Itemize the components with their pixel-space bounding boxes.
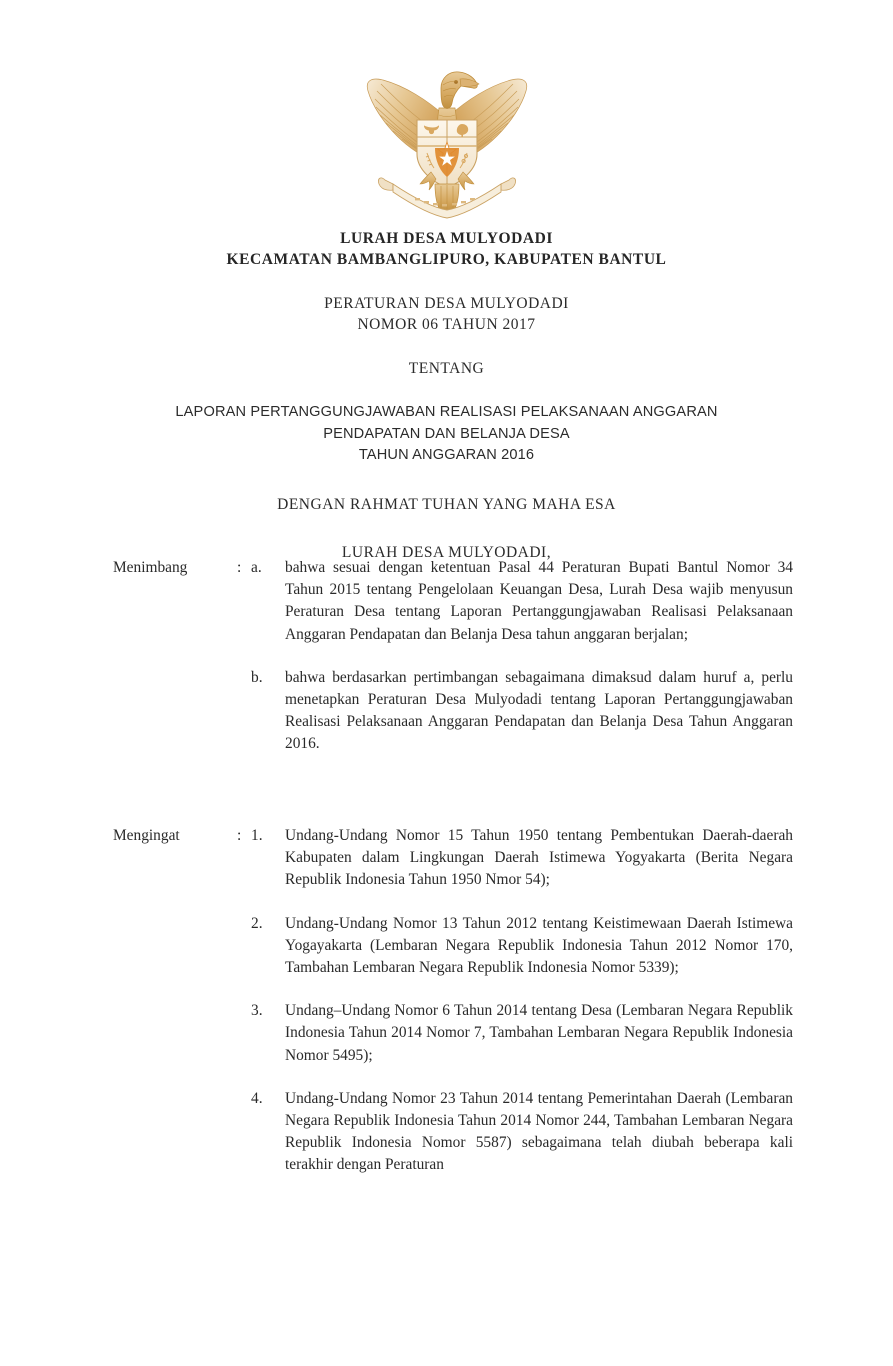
title-line-3: TAHUN ANGGARAN 2016 <box>358 447 535 463</box>
title-line-1: LAPORAN PERTANGGUNGJAWABAN REALISASI PELAKSANAAN ANGGARAN <box>175 404 718 420</box>
emblem-container <box>0 58 893 220</box>
mengingat-marker-2: 2. <box>251 914 263 932</box>
menimbang-text-b: bahwa berdasarkan pertimbangan sebagaimana dimaksud dalam huruf a, perlu menetapkan Peraturan Desa Mulyodadi tentang Laporan Pertanggungjawaban Realisasi Pelaksanaan Anggaran Pendapatan dan Belanja Desa Tahun Anggaran 2016. <box>285 668 793 753</box>
mengingat-item-1 <box>113 825 793 892</box>
menimbang-item-b <box>113 667 793 756</box>
mengingat-colon: : <box>237 827 242 844</box>
spacer <box>0 1067 893 1088</box>
document-heading-block <box>70 228 823 563</box>
mengingat-marker-1: 1. <box>251 827 263 844</box>
invocation-line: DENGAN RAHMAT TUHAN YANG MAHA ESA <box>277 495 616 513</box>
menimbang-marker-a: a. <box>251 559 262 576</box>
signatory-heading: LURAH DESA MULYODADI, <box>341 543 552 561</box>
spacer <box>70 335 823 358</box>
mengingat-label: Mengingat <box>113 827 180 844</box>
mengingat-marker-3: 3. <box>251 1002 263 1020</box>
menimbang-item-a <box>113 557 793 646</box>
spacer <box>70 379 823 402</box>
mengingat-text-1: Undang-Undang Nomor 15 Tahun 1950 tentang Pembentukan Daerah-daerah Kabupaten dalam Lingkungan Daerah Istimewa Yogyakarta (Berita Negara Republik Indonesia Tahun 1950 Nmor 54); <box>285 827 793 889</box>
heading-peraturan-desa: PERATURAN DESA MULYODADI <box>324 295 569 312</box>
heading-tentang: TENTANG <box>408 360 485 377</box>
heading-lurah-desa: LURAH DESA MULYODADI <box>340 230 553 247</box>
mengingat-item-2 <box>113 913 793 980</box>
mengingat-item-3 <box>113 1000 793 1067</box>
spacer <box>70 270 823 293</box>
mengingat-text-2: Undang-Undang Nomor 13 Tahun 2012 tentang Keistimewaan Daerah Istimewa Yogayakarta (Lembaran Negara Republik Indonesia Tahun 2012 Nomor 170, Tambahan Lembaran Negara Republik Indonesia Nomor 5339); <box>285 914 793 977</box>
mengingat-item-4 <box>113 1088 793 1177</box>
heading-kecamatan: KECAMATAN BAMBANGLIPURO, KABUPATEN BANTUL <box>226 251 667 268</box>
menimbang-label: Menimbang <box>113 559 188 576</box>
menimbang-text-a: bahwa sesuai dengan ketentuan Pasal 44 Peraturan Bupati Bantul Nomor 34 Tahun 2015 tentang Pengelolaan Keuangan Desa, Lurah Desa wajib menyusun Peraturan Desa tentang Laporan Pertanggungjawaban Realisasi Pelaksanaan Anggaran Pendapatan dan Belanja Desa tahun anggaran berjalan; <box>285 559 793 643</box>
spacer <box>0 646 893 667</box>
title-line-2: PENDAPATAN DAN BELANJA DESA <box>323 425 570 442</box>
spacer <box>70 467 823 494</box>
heading-nomor-tahun: NOMOR 06 TAHUN 2017 <box>357 316 536 333</box>
mengingat-text-3: Undang–Undang Nomor 6 Tahun 2014 tentang Desa (Lembaran Negara Republik Indonesia Tahun 2014 Nomor 7, Tambahan Lembaran Negara Republik Indonesia Nomor 5495); <box>285 1002 793 1064</box>
mengingat-section <box>0 825 893 1177</box>
menimbang-colon: : <box>237 559 242 576</box>
mengingat-marker-4: 4. <box>251 1089 263 1107</box>
garuda-pancasila-emblem <box>357 58 537 220</box>
menimbang-section <box>0 557 893 756</box>
spacer <box>70 515 823 542</box>
spacer <box>0 979 893 1000</box>
spacer <box>0 892 893 913</box>
menimbang-marker-b: b. <box>251 668 263 686</box>
mengingat-text-4: Undang-Undang Nomor 23 Tahun 2014 tentang Pemerintahan Daerah (Lembaran Negara Republik Indonesia Tahun 2014 Nomor 244, Tambahan Lembaran Negara Republik Indonesia Nomor 5587) sebagaimana telah diubah beberapa kali terakhir dengan Peraturan <box>285 1089 793 1174</box>
